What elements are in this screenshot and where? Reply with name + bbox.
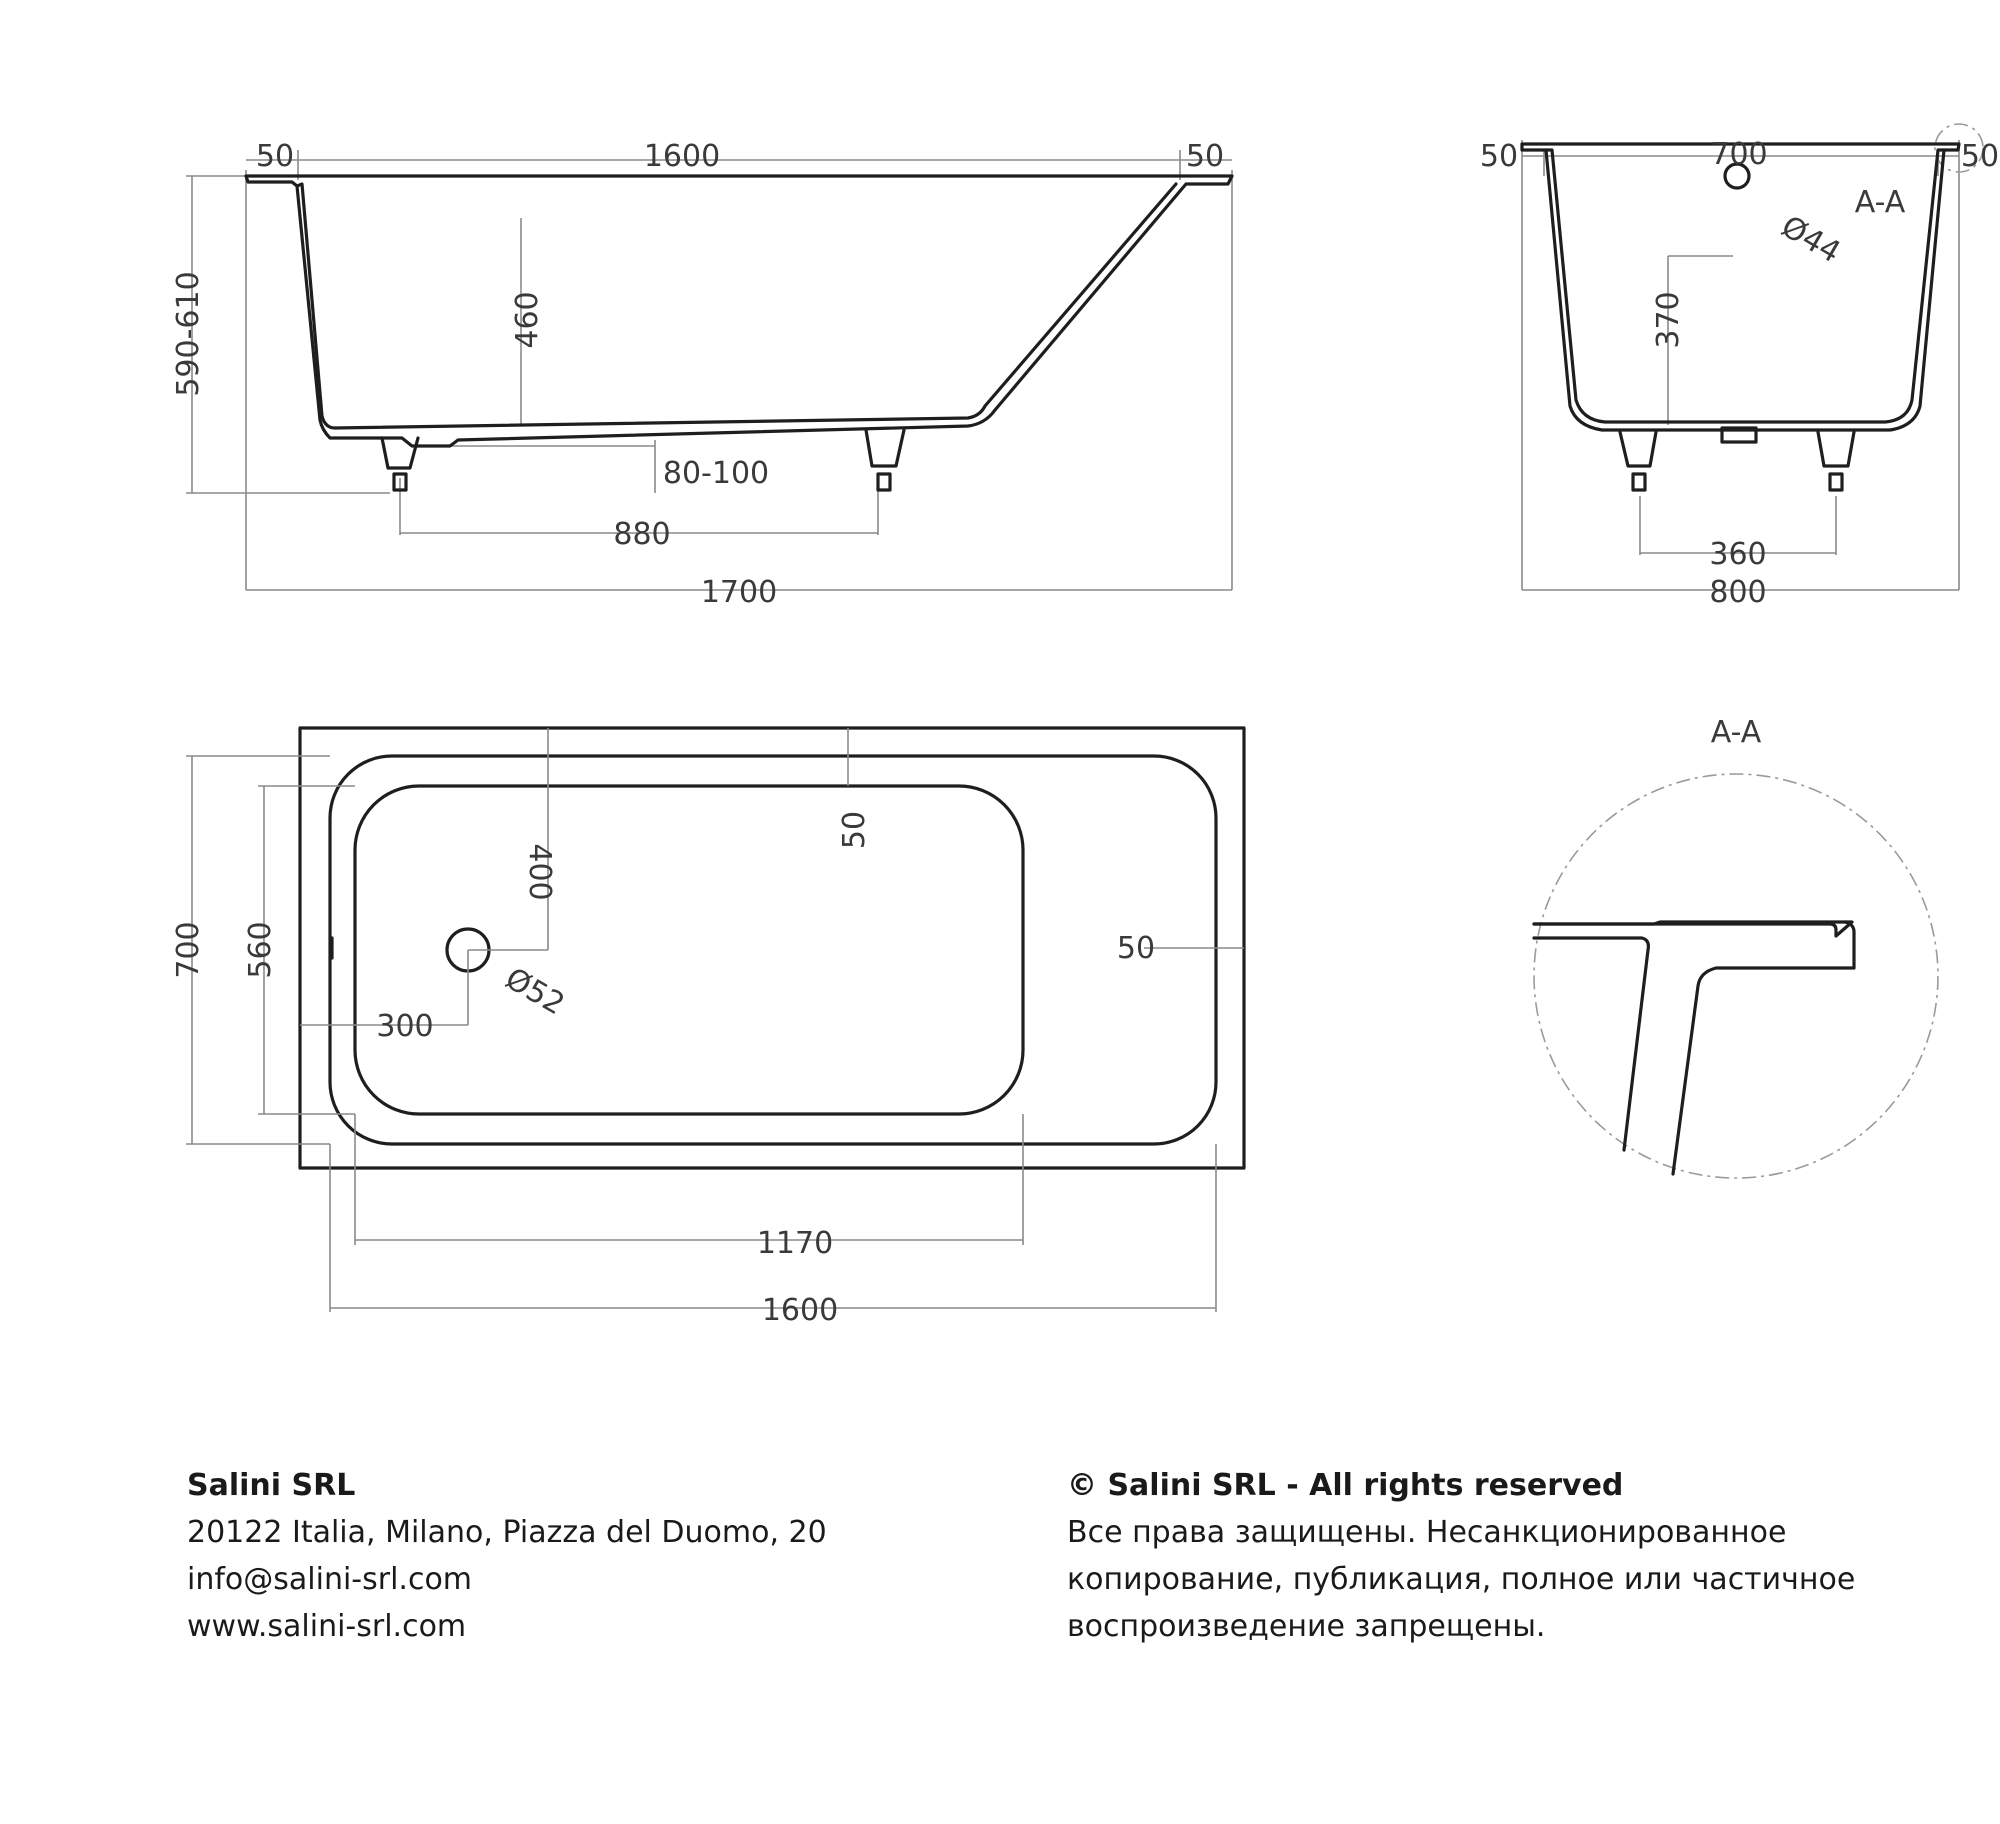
end-foot-left	[1620, 432, 1656, 490]
company-address: 20122 Italia, Milano, Piazza del Duomo, 20	[187, 1515, 827, 1550]
plan-bottom-length-dim: 1170	[756, 1226, 834, 1261]
company-email[interactable]: info@salini-srl.com	[187, 1562, 473, 1597]
end-view	[1480, 124, 1999, 610]
copyright-notice-line: Все права защищены. Несанкционированное	[1067, 1515, 1787, 1550]
company-website[interactable]: www.salini-srl.com	[187, 1609, 467, 1644]
side-tub-outline	[246, 176, 1232, 446]
plan-drain-depth-dim: 400	[522, 843, 557, 901]
footer-copyright	[1067, 1462, 1855, 1650]
detail-circle	[1534, 774, 1938, 1178]
plan-inner-width-dim: 560	[243, 921, 278, 979]
side-view	[171, 139, 1232, 610]
end-right-rim-dim: 50	[1960, 139, 2000, 174]
end-feet-spacing-dim: 360	[1709, 537, 1767, 572]
footer-contacts	[187, 1462, 827, 1650]
end-section-label: A-A	[1854, 185, 1906, 220]
end-left-rim-dim: 50	[1479, 139, 1519, 174]
plan-bottom	[355, 786, 1023, 1114]
plan-drain-offset-dim: 300	[376, 1009, 434, 1044]
side-feet-spacing-dim: 880	[613, 517, 671, 552]
plan-inner-basin	[330, 756, 1216, 1144]
side-height-dim: 590-610	[171, 271, 206, 397]
side-feet-height-dim: 80-100	[662, 456, 770, 491]
copyright-notice-line: воспроизведение запрещены.	[1067, 1609, 1546, 1644]
plan-view	[171, 728, 1244, 1328]
plan-overall-width-dim: 700	[171, 921, 206, 979]
end-foot-right	[1818, 432, 1854, 490]
end-overflow-diameter-dim: Ø44	[1775, 209, 1847, 271]
side-top-length-dim: 1600	[643, 139, 721, 174]
side-depth-dim: 460	[510, 291, 545, 349]
detail-rim-profile	[1534, 922, 1854, 1174]
side-overall-length-dim: 1700	[700, 575, 778, 610]
copyright-notice-line: копирование, публикация, полное или частичное	[1067, 1562, 1856, 1597]
detail-title: A-A	[1710, 715, 1762, 750]
plan-right-rim-dim: 50	[1116, 931, 1156, 966]
side-right-rim-dim: 50	[1185, 139, 1225, 174]
end-width-dim: 700	[1710, 137, 1768, 172]
company-name: Salini SRL	[187, 1468, 356, 1503]
end-overflow-height-dim: 370	[1651, 291, 1686, 349]
plan-inner-rim-dim: 50	[837, 810, 872, 850]
plan-inner-length-dim: 1600	[761, 1293, 839, 1328]
end-overall-width-dim: 800	[1709, 575, 1767, 610]
side-left-rim-dim: 50	[255, 139, 295, 174]
plan-outer-rim	[300, 728, 1244, 1168]
side-foot-right	[866, 430, 904, 490]
copyright-title: © Salini SRL - All rights reserved	[1067, 1468, 1624, 1503]
detail-section	[1534, 715, 1938, 1178]
plan-drain-diameter-dim: Ø52	[499, 961, 571, 1023]
